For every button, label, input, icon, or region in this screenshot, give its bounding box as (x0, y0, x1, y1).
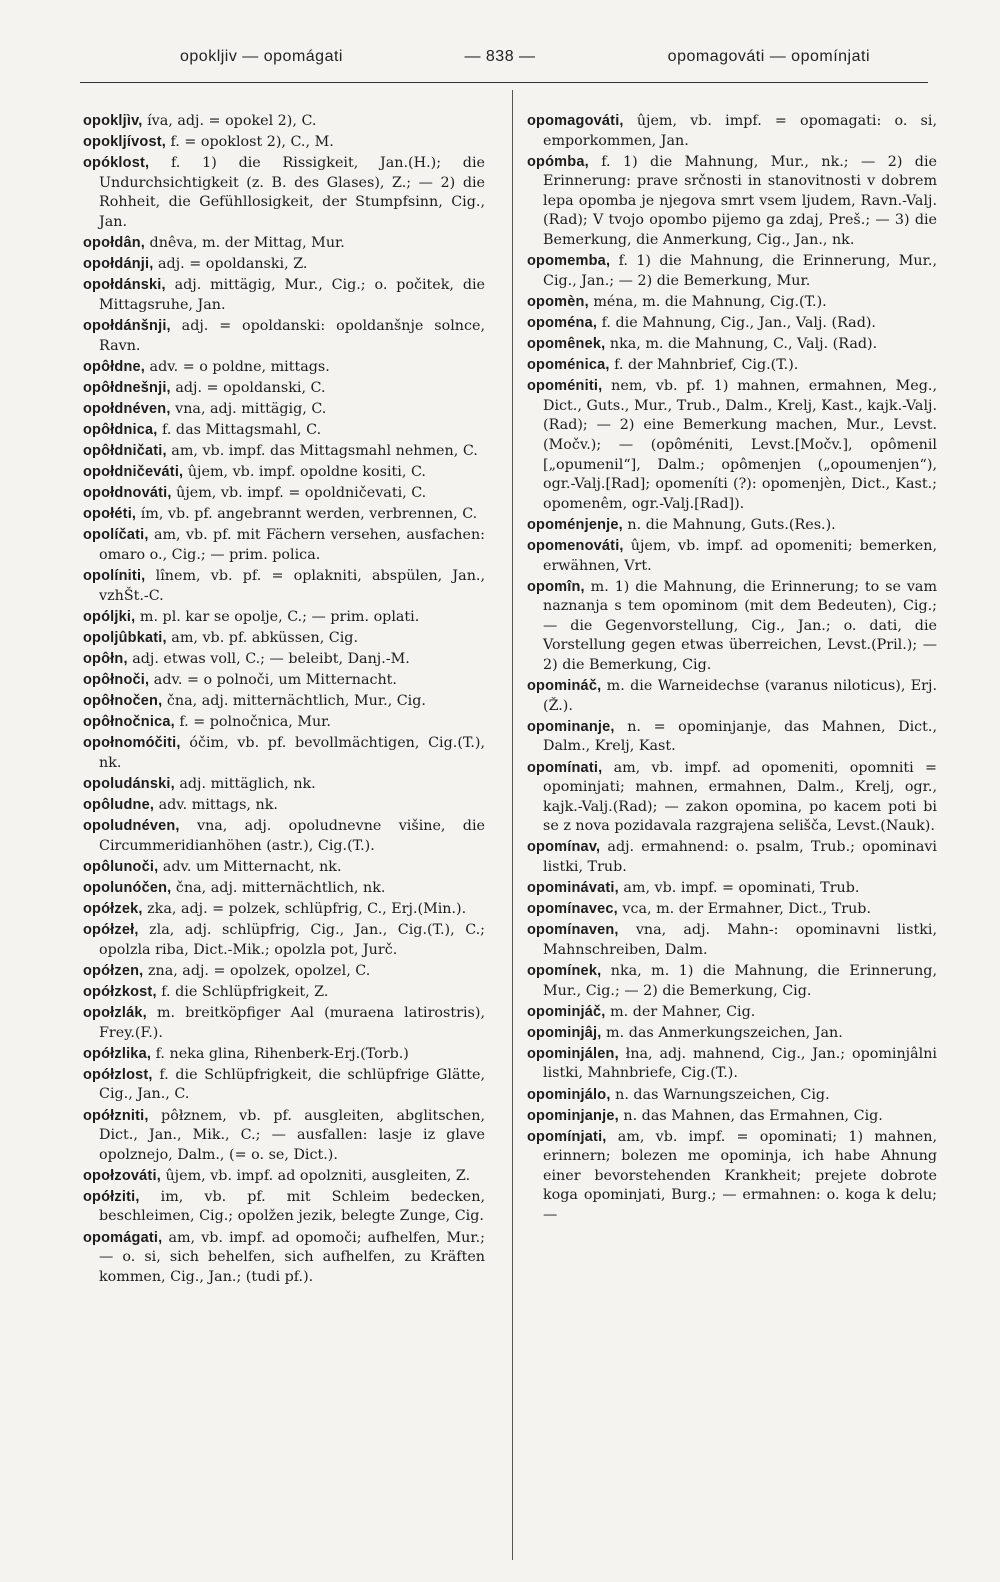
dictionary-entry (527, 900, 937, 920)
entry-headword: opomágati, (83, 1229, 163, 1246)
dictionary-entry (527, 718, 937, 757)
entry-headword: opołzováti, (83, 1167, 161, 1184)
dictionary-entry (527, 962, 937, 1001)
entry-headword: opokljívost, (83, 134, 166, 151)
dictionary-entry (83, 255, 485, 275)
entry-definition: ûjem, vb. impf. = opomagati: o. si, emporkommen, Jan. (543, 113, 937, 149)
entry-headword: opominávati, (527, 880, 619, 897)
dictionary-entry (527, 377, 937, 514)
dictionary-entry (83, 379, 485, 399)
entry-definition: am, vb. impf. ad opomeniti, opomniti = opominjati; mahnen, ermahnen, Dalm., Krelj, ogr., kajk.-Valj.(Rad); — zakon opomina, po kacem poti bi se z nova pozidavala razgrajena selišča, Levst.(Nauk). (543, 759, 937, 835)
dictionary-entry (527, 921, 937, 960)
entry-headword: opołéti, (83, 506, 137, 523)
dictionary-entry (527, 153, 937, 251)
entry-definition: ûjem, vb. impf. ad opolzniti, ausgleiten, Z. (160, 1167, 471, 1184)
entry-headword: opoludánski, (83, 776, 175, 792)
entry-definition: zla, adj. schlüpfrig, Cig., Jan., Cig.(T.), C.; opolzla riba, Dict.-Mik.; opolzla pot, Jurč. (99, 922, 485, 958)
entry-definition: n. = opominjanje, das Mahnen, Dict., Dalm., Krelj, Kast. (543, 718, 937, 755)
entry-definition: adj. = opoldanski, C. (170, 379, 326, 396)
entry-definition: adv. mittags, nk. (154, 797, 278, 814)
dictionary-entry (83, 1188, 485, 1227)
entry-headword: opomínjati, (527, 1128, 607, 1145)
header-rule (80, 82, 928, 83)
entry-headword: opołdánji, (83, 256, 154, 273)
entry-definition: f. 1) die Rissigkeit, Jan.(H.); die Undurchsichtigkeit (z. B. des Glases), Z.; — 2) die Rohheit, die Gefühllosigkeit, der Stumpfsinn, Cig., Jan. (99, 155, 485, 230)
dictionary-entry (527, 252, 937, 291)
entry-definition: n. die Mahnung, Guts.(Res.). (622, 516, 836, 533)
dictionary-entry (527, 677, 937, 716)
entry-definition: m. 1) die Mahnung, die Erinnerung; to se vam naznanja s tem opominom (mit dem Bedeuten), Cig.; — die Gegenvorstellung, Cig., Jan.; o. dati, die Vorstellung gegen etwas überreichen, Levst.(Pril.); — 2) die Bemerkung, Cig. (543, 578, 937, 674)
entry-definition: čna, adj. mitternächtlich, Mur., Cig. (162, 693, 426, 710)
dictionary-entry (527, 838, 937, 877)
column-divider (512, 90, 513, 1560)
entry-headword: opominjanje, (527, 1107, 619, 1124)
dictionary-entry (83, 1229, 485, 1288)
entry-definition: f. der Mahnbrief, Cig.(T.). (609, 357, 799, 374)
dictionary-entry (527, 293, 937, 313)
entry-headword: opominjálen, (527, 1045, 619, 1062)
dictionary-entry (83, 900, 485, 920)
entry-headword: opoménica, (527, 357, 610, 374)
entry-definition: zna, adj. = opolzek, opolzel, C. (143, 962, 371, 979)
entry-definition: f. das Mittagsmahl, C. (157, 421, 322, 438)
dictionary-entry (83, 629, 485, 649)
entry-definition: am, vb. impf. = opominati, Trub. (618, 880, 860, 897)
dictionary-entry (83, 1004, 485, 1043)
entry-definition: n. das Warnungszeichen, Cig. (610, 1086, 830, 1103)
entry-definition: adj. = opoldanski, Z. (153, 256, 308, 273)
entry-definition: adv. = o polnoči, um Mitternacht. (149, 672, 397, 689)
entry-definition: am, vb. pf. abküssen, Cig. (166, 629, 359, 646)
entry-definition: dnêva, m. der Mittag, Mur. (145, 235, 345, 252)
dictionary-entry (83, 1045, 485, 1065)
entry-definition: vna, adj. Mahn-: opominavni listki, Mahnschreiben, Dalm. (543, 922, 937, 958)
dictionary-entry (83, 858, 485, 878)
entry-definition: óčim, vb. pf. bevollmächtigen, Cig.(T.), nk. (99, 735, 485, 771)
entry-headword: opoména, (527, 314, 598, 331)
dictionary-entry (83, 112, 485, 132)
entry-definition: zka, adj. = polzek, schlüpfrig, C., Erj.(Min.). (142, 901, 467, 918)
entry-headword: opoménjenje, (527, 516, 623, 533)
dictionary-entry (83, 962, 485, 982)
entry-headword: opominjâj, (527, 1024, 602, 1041)
dictionary-entry (83, 526, 485, 565)
entry-definition: vna, adj. opoludnevne višine, die Circummeridianhöhen (astr.), Cig.(T.). (99, 818, 485, 854)
entry-headword: opolíniti, (83, 568, 146, 585)
header-right-guideword: opomagováti — opomínjati (667, 48, 870, 65)
entry-headword: opołdnováti, (83, 485, 172, 502)
entry-headword: opominjáč, (527, 1003, 606, 1020)
entry-headword: opominjálo, (527, 1086, 611, 1103)
entry-headword: opolíčati, (83, 527, 149, 544)
entry-definition: m. die Warneidechse (varanus niloticus), Erj.(Ž.). (543, 678, 937, 714)
entry-definition: m. breitköpfiger Aal (muraena latirostris), Frey.(F.). (99, 1005, 485, 1041)
dictionary-entry (83, 775, 485, 795)
entry-definition: n. das Mahnen, das Ermahnen, Cig. (618, 1107, 883, 1124)
entry-definition: pôłznem, vb. pf. ausgleiten, abglitschen, Dict., Jan., Mik., C.; — ausfallen: lasje iz glave opolznejo, Dalm., (= o. se, Dict.). (99, 1107, 485, 1163)
entry-definition: ûjem, vb. impf. = opoldničevati, C. (171, 485, 427, 502)
entry-headword: opomîn, (527, 578, 585, 595)
dictionary-entry (83, 713, 485, 733)
page-header (100, 48, 900, 78)
entry-headword: opôłdne, (83, 358, 146, 375)
entry-headword: opołdân, (83, 235, 146, 252)
entry-headword: opôłnočen, (83, 693, 163, 710)
entry-headword: opomemba, (527, 253, 611, 270)
dictionary-entry (527, 1128, 937, 1226)
entry-headword: opomínaven, (527, 922, 619, 939)
entry-definition: f. die Schlüpfrigkeit, Z. (156, 983, 329, 1000)
entry-definition: nka, m. 1) die Mahnung, die Erinnerung, Mur., Cig.; — 2) die Bemerkung, Cig. (543, 962, 937, 999)
entry-headword: opółzlost, (83, 1066, 153, 1083)
dictionary-entry (83, 671, 485, 691)
entry-definition: f. = polnočnica, Mur. (174, 714, 331, 731)
entry-headword: opółziti, (83, 1188, 140, 1205)
entry-headword: opóljki, (83, 608, 136, 625)
entry-headword: opołdánski, (83, 277, 166, 294)
header-left-guideword: opokljiv — opomágati (180, 48, 343, 65)
dictionary-entry (83, 879, 485, 899)
entry-definition: f. die Schlüpfrigkeit, die schlüpfrige Glätte, Cig., Jan., C. (99, 1066, 485, 1103)
dictionary-entry (83, 1167, 485, 1187)
dictionary-entry (83, 921, 485, 960)
entry-definition: am, vb. impf. das Mittagsmahl nehmen, C. (166, 443, 478, 459)
entry-definition: adj. = opoldanski: opoldanšnje solnce, Ravn. (99, 317, 485, 354)
dictionary-entry (83, 505, 485, 525)
entry-headword: opôłnočnica, (83, 714, 175, 731)
left-column (83, 112, 485, 1289)
dictionary-entry (83, 463, 485, 483)
entry-headword: opoméniti, (527, 378, 603, 395)
entry-headword: opółzniti, (83, 1107, 149, 1124)
entry-headword: opoljûbkati, (83, 629, 167, 646)
dictionary-entry (527, 759, 937, 837)
entry-headword: opółzkost, (83, 983, 157, 1000)
dictionary-entry (527, 1086, 937, 1106)
entry-definition: im, vb. pf. mit Schleim bedecken, beschleimen, Cig.; opolžen jezik, belegte Zunge, Cig. (99, 1188, 485, 1225)
entry-definition: čna, adj. mitternächtlich, nk. (171, 879, 386, 896)
entry-headword: opôlunoči, (83, 858, 159, 875)
entry-headword: opomagováti, (527, 113, 624, 129)
entry-headword: opołdánšnji, (83, 317, 171, 334)
entry-headword: opôludne, (83, 797, 155, 814)
entry-headword: opomenováti, (527, 537, 624, 554)
entry-definition: lînem, vb. pf. = oplakniti, abspülen, Jan., vzhŠt.-C. (99, 568, 485, 604)
entry-headword: opółzlika, (83, 1045, 152, 1062)
dictionary-entry (527, 314, 937, 334)
entry-definition: vna, adj. mittägig, C. (170, 400, 327, 417)
entry-headword: opołzlák, (83, 1005, 147, 1022)
dictionary-entry (527, 516, 937, 536)
entry-definition: ména, m. die Mahnung, Cig.(T.). (588, 293, 827, 310)
entry-headword: opôłdnica, (83, 421, 158, 438)
entry-headword: opolunóčen, (83, 879, 172, 896)
entry-definition: adj. ermahnend: o. psalm, Trub.; opominavi listki, Trub. (543, 839, 937, 875)
dictionary-entry (83, 567, 485, 606)
entry-definition: adv. = o poldne, mittags. (145, 358, 330, 375)
dictionary-entry (83, 133, 485, 153)
entry-definition: f. 1) die Mahnung, Mur., nk.; — 2) die Erinnerung: prave srčnosti in stanovitnosti v dobrem lepa opomba je njegova smrt vsem ljudem, Ravn.-Valj.(Rad); V tvojo opombo pijemo ga zdaj, Preš.; — 3) die Bemerkung, die Anmerkung, Cig., Jan., nk. (543, 153, 937, 249)
entry-definition: ûjem, vb. impf. ad opomeniti; bemerken, erwähnen, Vrt. (543, 537, 937, 574)
entry-definition: ûjem, vb. impf. opoldne kositi, C. (183, 464, 426, 481)
entry-definition: adv. um Mitternacht, nk. (158, 858, 342, 875)
dictionary-entry (83, 358, 485, 378)
dictionary-entry (83, 154, 485, 232)
entry-definition: vca, m. der Ermahner, Dict., Trub. (617, 901, 871, 918)
entry-definition: nem, vb. pf. 1) mahnen, ermahnen, Meg., Dict., Guts., Mur., Trub., Dalm., Krelj, Kast., kajk.-Valj.(Rad); — 2) eine Bemerkung machen, Mur., Levst.(Močv.); — (opôméniti, Levst.[Močv.], opômenil [„opumenil“], Dalm.; opômenjen („opoumenjen“), ogr.-Valj.[Rad]; opomeníti (?): opomenjèn, Dict., Kast.; opomenêm, ogr.-Valj.[Rad]). (543, 378, 937, 512)
dictionary-entry (527, 1024, 937, 1044)
dictionary-entry (527, 879, 937, 899)
page-number: — 838 — (464, 48, 536, 65)
entry-headword: opomèn, (527, 293, 589, 310)
entry-headword: opominanje, (527, 718, 615, 735)
dictionary-entry (527, 335, 937, 355)
entry-headword: opomináč, (527, 678, 602, 695)
entry-headword: opôłnoči, (83, 672, 150, 689)
dictionary-entry (83, 734, 485, 773)
dictionary-entry (83, 276, 485, 315)
dictionary-entry (527, 1045, 937, 1084)
dictionary-entry (83, 650, 485, 670)
dictionary-entry (527, 1107, 937, 1127)
dictionary-entry (83, 1107, 485, 1166)
dictionary-entry (83, 817, 485, 856)
entry-definition: m. pl. kar se opolje, C.; — prim. oplati. (135, 608, 420, 625)
entry-headword: opołdničeváti, (83, 464, 184, 481)
right-column (527, 112, 937, 1227)
entry-headword: opółzen, (83, 962, 144, 979)
dictionary-entry (527, 578, 937, 676)
entry-definition: f. die Mahnung, Cig., Jan., Valj. (Rad). (597, 314, 876, 331)
entry-headword: opomínavec, (527, 901, 618, 918)
entry-headword: opomínati, (527, 759, 603, 776)
entry-definition: nka, m. die Mahnung, C., Valj. (Rad). (605, 336, 878, 353)
dictionary-entry (83, 317, 485, 356)
dictionary-entry (83, 484, 485, 504)
dictionary-entry (527, 112, 937, 151)
entry-definition: ím, vb. pf. angebrannt werden, verbrennen, C. (136, 506, 478, 523)
entry-headword: opomênek, (527, 336, 606, 353)
dictionary-entry (83, 442, 485, 462)
entry-headword: opôłdnešnji, (83, 379, 171, 396)
entry-headword: opôłn, (83, 650, 128, 667)
dictionary-entry (83, 796, 485, 816)
entry-headword: opółzeł, (83, 922, 139, 939)
entry-headword: opoludnéven, (83, 818, 180, 835)
entry-headword: opomínav, (527, 839, 601, 856)
dictionary-entry (83, 692, 485, 712)
entry-definition: am, vb. impf. ad opomoči; aufhelfen, Mur.; — o. si, sich behelfen, sich aufhelfen, zu Kräften kommen, Cig., Jan.; (tudi pf.). (99, 1229, 485, 1285)
dictionary-entry (83, 983, 485, 1003)
entry-definition: f. neka glina, Rihenberk-Erj.(Torb.) (151, 1045, 409, 1062)
entry-definition: íva, adj. = opokel 2), C. (142, 113, 317, 129)
entry-definition: f. 1) die Mahnung, die Erinnerung, Mur., Cig., Jan.; — 2) die Bemerkung, Mur. (543, 253, 937, 289)
dictionary-entry (527, 356, 937, 376)
entry-definition: m. das Anmerkungszeichen, Jan. (601, 1024, 843, 1041)
entry-headword: opómba, (527, 153, 589, 170)
entry-definition: adj. mittägig, Mur., Cig.; o. počitek, die Mittagsruhe, Jan. (99, 277, 485, 313)
dictionary-entry (83, 421, 485, 441)
dictionary-entry (83, 234, 485, 254)
entry-headword: opomínek, (527, 962, 602, 979)
entry-definition: am, vb. impf. = opominati; 1) mahnen, erinnern; bolezen me opominja, ich habe Ahnung einer bevorstehenden Krankheit; prejete dobrote koga opominjati, Burg.; — ermahnen: o. koga k delu; — (543, 1128, 937, 1224)
entry-definition: adj. etwas voll, C.; — beleibt, Danj.-M. (127, 650, 410, 667)
entry-headword: opóklost, (83, 155, 150, 172)
entry-definition: f. = opoklost 2), C., M. (165, 134, 334, 151)
entry-headword: opôłdničati, (83, 443, 167, 459)
dictionary-entry (83, 400, 485, 420)
dictionary-entry (83, 1066, 485, 1105)
entry-definition: adj. mittäglich, nk. (174, 776, 316, 792)
dictionary-entry (527, 537, 937, 576)
entry-definition: m. der Mahner, Cig. (605, 1003, 756, 1020)
entry-headword: opółzek, (83, 901, 143, 918)
entry-definition: łna, adj. mahnend, Cig., Jan.; opominjâlni listki, Mahnbriefe, Cig.(T.). (543, 1045, 937, 1082)
entry-definition: am, vb. pf. mit Fächern versehen, ausfachen: omaro o., Cig.; — prim. polica. (99, 527, 485, 563)
entry-headword: opołdnéven, (83, 400, 171, 417)
dictionary-entry (527, 1003, 937, 1023)
entry-headword: opołnomóčiti, (83, 735, 181, 752)
entry-headword: opokljìv, (83, 113, 143, 129)
dictionary-entry (83, 608, 485, 628)
